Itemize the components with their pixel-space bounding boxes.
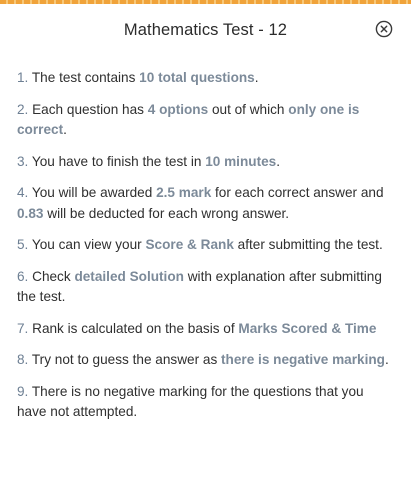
- highlighted-text: 10 total questions: [139, 70, 255, 85]
- instruction-text: after submitting the test.: [233, 237, 383, 252]
- highlighted-text: 4 options: [147, 101, 209, 117]
- instruction-text: out of which: [208, 101, 289, 117]
- instruction-text: There is no negative marking for the questions that you have not attempted.: [17, 383, 364, 419]
- instruction-number: 6.: [17, 268, 29, 284]
- instruction-text: Rank is calculated on the basis of: [28, 320, 239, 336]
- instruction-list: [17, 68, 389, 423]
- close-button[interactable]: [375, 20, 393, 38]
- instruction-text: You have to finish the test in: [28, 153, 206, 169]
- instruction-number: 9.: [17, 383, 29, 399]
- instruction-item: [17, 100, 389, 141]
- instruction-item: [17, 267, 389, 308]
- instruction-text: .: [254, 70, 259, 85]
- instruction-item: [17, 68, 389, 89]
- instruction-number: 4.: [17, 185, 29, 200]
- instruction-number: 3.: [17, 153, 29, 169]
- instruction-number: 7.: [17, 320, 29, 336]
- instruction-text: The test contains: [28, 70, 140, 85]
- instruction-item: [17, 152, 389, 173]
- modal-title: Mathematics Test - 12: [123, 21, 288, 39]
- instruction-item: [17, 350, 389, 371]
- instruction-text: .: [276, 153, 280, 169]
- instruction-text: Try not to guess the answer as: [28, 352, 222, 367]
- highlighted-text: 2.5 mark: [156, 185, 212, 200]
- highlighted-text: Score & Rank: [145, 237, 234, 252]
- instruction-item: [17, 319, 389, 340]
- highlighted-text: only one is correct: [17, 101, 360, 137]
- instruction-text: will be deducted for each wrong answer.: [43, 205, 290, 221]
- instruction-number: 8.: [17, 352, 29, 367]
- instruction-number: 1.: [17, 70, 29, 85]
- close-icon: [375, 20, 393, 38]
- instruction-text: Each question has: [28, 101, 148, 117]
- instruction-text: You will be awarded: [28, 185, 157, 200]
- instruction-text: You can view your: [28, 237, 146, 252]
- instruction-text: for each correct answer and: [211, 185, 384, 200]
- instruction-text: with explanation after submitting the test.: [17, 268, 382, 304]
- instruction-text: .: [384, 352, 389, 367]
- instruction-item: [17, 235, 389, 256]
- instruction-text: Check: [28, 268, 75, 284]
- instruction-text: .: [63, 122, 67, 137]
- highlighted-text: there is negative marking: [221, 352, 385, 367]
- instruction-number: 5.: [17, 237, 29, 252]
- test-instructions-modal: [0, 4, 411, 492]
- highlighted-text: 10 minutes: [205, 153, 277, 169]
- highlighted-text: 0.83: [17, 205, 44, 221]
- highlighted-text: detailed Solution: [74, 268, 184, 284]
- highlighted-text: Marks Scored & Time: [238, 320, 377, 336]
- instruction-number: 2.: [17, 101, 29, 117]
- instruction-item: [17, 382, 389, 423]
- instruction-item: [17, 183, 389, 224]
